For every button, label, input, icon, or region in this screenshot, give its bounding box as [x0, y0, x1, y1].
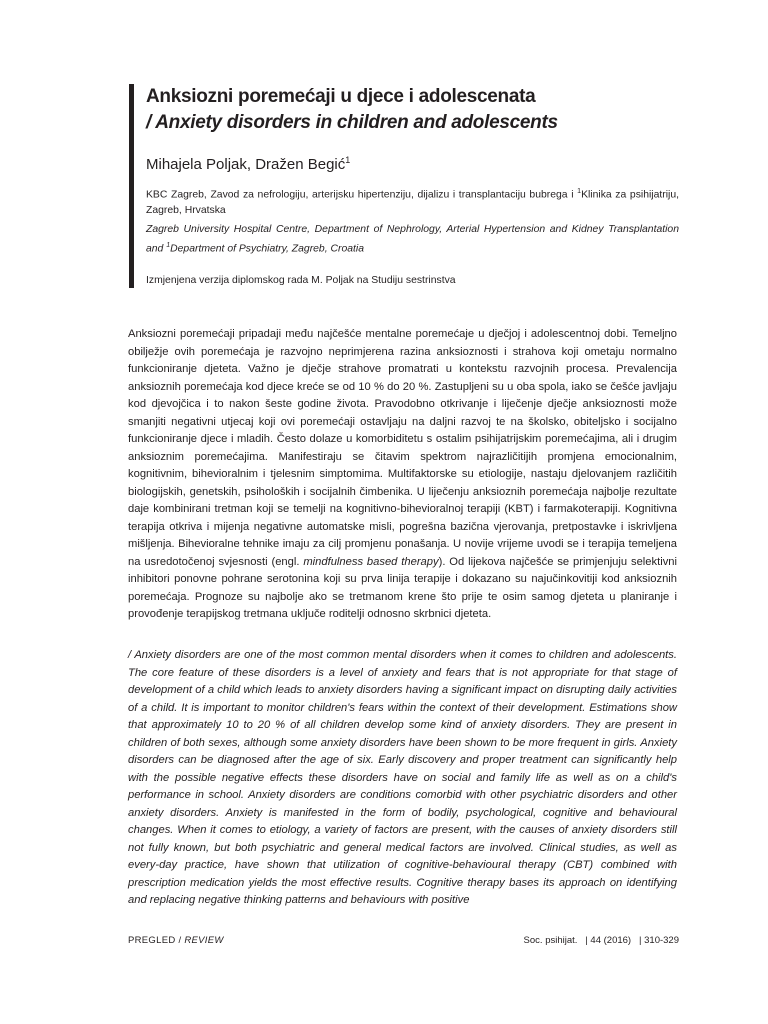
abstract-hr-part1: Anksiozni poremećaji pripadaji među najčešće mentalne poremećaje u dječjoj i adolescentnoj dobi. Temeljno obilježje ovih poremećaja je razvojno neprimjerena razina anksioznosti i strahova koji ometaju normalno funkcioniranje djeteta. Važno je dječje strahove promatrati u kontekstu razvojnih procesa. Prevalencija anksioznih poremećaja kod djece kreće se od 10 % do 20 %. Zastupljeni su u oba spola, iako se češće javljaju kod djevojčica i to nakon šeste godine života. Pravodobno otkrivanje i liječenje dječje anksioznosti može smanjiti negativni utjecaj koji ovi poremećaji ostavljaju na daljni razvoj te na školsko, obiteljsko i socijalno funkcioniranje djece i mladih. Često dolaze u komorbiditetu s ostalim psihijatrijskim poremećajima, ali i drugim anksioznim poremećajima. Manifestiraju se čitavim spektrom najrazličitijih promjena emocionalnim, kognitivnim, bihevioralnim i tjelesnim simptomima. Multifaktorske su etiologije, nastaju djelovanjem različitih biologijskih, genetskih, psiholoških i socijalnih čimbenika. U liječenju anksioznih poremećaja najbolje rezultate daje kombinirani tretman koji se temelji na kognitivno-bihevioralnoj terapiji (KBT) i farmakoterapiji. Kognitivna terapija otkriva i mijenja negativne automatske misli, pogrešna bazična vjerovanja, pretpostavke i iskrivljena mišljenja. Bihevioralne tehnike imaju za cilj promjenu ponašanja. U novije vrijeme uvodi se i terapija temeljena na usredotočenoj svjesnosti (engl. [128, 328, 677, 568]
author-names: Mihajela Poljak, Dražen Begić [146, 156, 346, 173]
article-header [129, 84, 679, 288]
affiliation-hr-part2: Klinika za psihijatriju, Zagreb, Hrvatska [146, 189, 679, 217]
footer-section-en: REVIEW [184, 935, 224, 946]
title-croatian: Anksiozni poremećaji u djece i adolescenata [146, 86, 536, 107]
revision-note: Izmjenjena verzija diplomskog rada M. Poljak na Studiju sestrinstva [146, 274, 456, 286]
footer-section [128, 935, 224, 946]
affiliation-en-part2: Department of Psychiatry, Zagreb, Croatia [170, 243, 364, 255]
abstract-hr-part2: ). Od lijekova najčešće se primjenjuju selektivni inhibitori ponovne pohrane serotonina koji su prva linija terapije i dokazano su najučinkovitiji kod anksioznih poremećaja. Prognoze su najbolje ako se tretmanom krene što prije te osim samog djeteta u planiranje i provođenje terapijskog tretmana uključe roditelji odnosno skrbnici djeteta. [128, 555, 677, 620]
title-english: / Anxiety disorders in children and adolescents [146, 112, 558, 133]
abstract-english: / Anxiety disorders are one of the most common mental disorders when it comes to children and adolescents. The core feature of these disorders is a level of anxiety and fears that is not appropriate for that stage of development of a child which leads to anxiety disorders having a significant impact on disrupting daily activities of a child. It is important to monitor children's fears within the context of their development. Estimations show that approximately 10 to 20 % of all children develop some kind of anxiety disorders. They are present in children of both sexes, although some anxiety disorders have been shown to be more frequent in girls. Anxiety disorders can be diagnosed after the age of six. Early discovery and proper treatment can significantly help with the possible negative effects these disorders have on social and family life as well as on a child's performance in school. Anxiety disorders are conditions comorbid with other psychiatric disorders and other anxiety disorders. Anxiety is manifested in the form of bodily, psychological, cognitive and behavioural changes. When it comes to etiology, a variety of factors are present, with the causes of anxiety disorders still not fully known, but both psychiatric and general medical factors are involved. Clinical studies, as well as every-day practice, have shown that utilization of cognitive-behavioural therapy (CBT) combined with prescription medication yields the most effective results. Cognitive therapy bases its approach on identifying and replacing negative thinking patterns and behaviours with positive [128, 649, 677, 906]
abstract-hr-italic-term: mindfulness based therapy [303, 555, 439, 568]
abstract-croatian [128, 326, 677, 624]
article-title [146, 84, 679, 136]
affiliation-en-mark: 1 [166, 242, 171, 250]
footer-section-hr: PREGLED / [128, 935, 185, 946]
authors [146, 150, 679, 175]
affiliation-en-part1: Zagreb University Hospital Centre, Department of Nephrology, Arterial Hypertension and Kidney Transplantation and [146, 224, 679, 255]
affiliation-croatian [146, 184, 679, 219]
author-affiliation-mark: 1 [345, 155, 351, 165]
affiliation-english [146, 222, 679, 257]
affiliation-hr-mark: 1 [577, 188, 582, 195]
affiliation-hr-part1: KBC Zagreb, Zavod za nefrologiju, arterijsku hipertenziju, dijalizu i transplantaciju bubrega i [146, 189, 578, 201]
footer-journal: Soc. psihijat. | 44 (2016) | 310-329 [523, 935, 679, 946]
